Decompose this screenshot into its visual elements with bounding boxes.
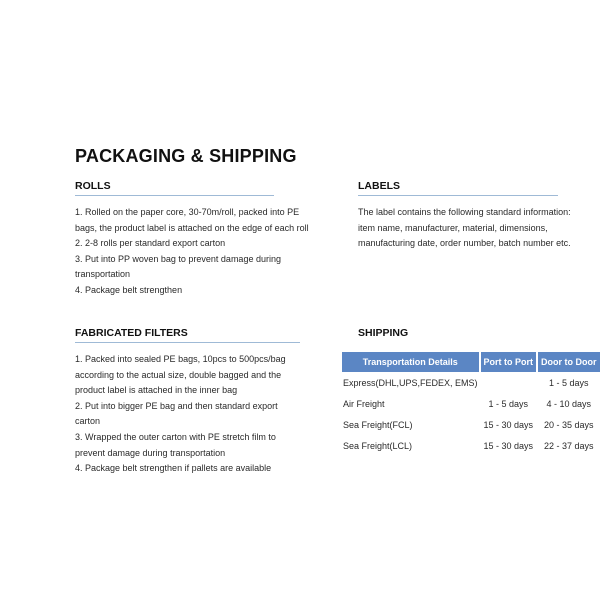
rolls-section [75, 180, 309, 299]
filters-line: 2. Put into bigger PE bag and then standard export carton [75, 400, 278, 427]
filters-line: 4. Package belt strengthen if pallets are available [75, 463, 272, 474]
method-cell: Sea Freight(FCL) [343, 419, 413, 430]
method-cell: Express(DHL,UPS,FEDEX, EMS) [343, 377, 478, 388]
shipping-section [343, 327, 599, 456]
rolls-line: 1. Rolled on the paper core, 30-70m/roll, packed into PE bags, the product label is attached on the edge of each roll [75, 207, 309, 233]
rolls-line: 3. Put into PP woven bag to prevent damage during transportation [75, 253, 281, 280]
door-to-door-cell: 20 - 35 days [544, 419, 594, 430]
table-row [342, 435, 600, 456]
fabricated-filters-body [75, 352, 305, 477]
shipping-table [340, 352, 600, 456]
labels-heading: LABELS [358, 180, 558, 196]
labels-text: The label contains the following standard information: item name, manufacturer, material, dimensions, manufacturing date, order number, batch number etc. [358, 207, 571, 249]
column-header-door-to-door: Door to Door [538, 352, 600, 372]
rolls-line: 4. Package belt strengthen [75, 284, 183, 295]
port-to-port-cell: 1 - 5 days [488, 398, 529, 409]
port-to-port-cell: 15 - 30 days [483, 440, 534, 451]
port-to-port-cell [481, 372, 537, 393]
column-header-transportation-details: Transportation Details [342, 352, 479, 372]
filters-line: 1. Packed into sealed PE bags, 10pcs to 500pcs/bag according to the actual size, double bagged and the product label is attached in the inner bag [75, 354, 286, 396]
door-to-door-cell: 4 - 10 days [546, 398, 592, 409]
labels-body [358, 205, 573, 252]
port-to-port-cell: 15 - 30 days [483, 419, 534, 430]
table-row [342, 372, 600, 393]
shipping-heading: SHIPPING [358, 327, 409, 339]
rolls-line: 2. 2-8 rolls per standard export carton [75, 238, 226, 249]
rolls-body [75, 205, 320, 299]
labels-section [358, 180, 571, 252]
table-row [342, 414, 600, 435]
door-to-door-cell: 22 - 37 days [544, 440, 594, 451]
shipping-table-header-row [342, 352, 600, 372]
fabricated-filters-section [75, 327, 300, 477]
method-cell: Air Freight [343, 398, 385, 409]
filters-line: 3. Wrapped the outer carton with PE stretch film to prevent damage during transportation [75, 431, 276, 458]
fabricated-filters-heading: FABRICATED FILTERS [75, 327, 300, 343]
method-cell: Sea Freight(LCL) [343, 440, 413, 451]
door-to-door-cell: 1 - 5 days [549, 377, 589, 388]
column-header-port-to-port: Port to Port [481, 352, 537, 372]
page-title: PACKAGING & SHIPPING [75, 146, 297, 166]
table-row [342, 393, 600, 414]
rolls-heading: ROLLS [75, 180, 274, 196]
